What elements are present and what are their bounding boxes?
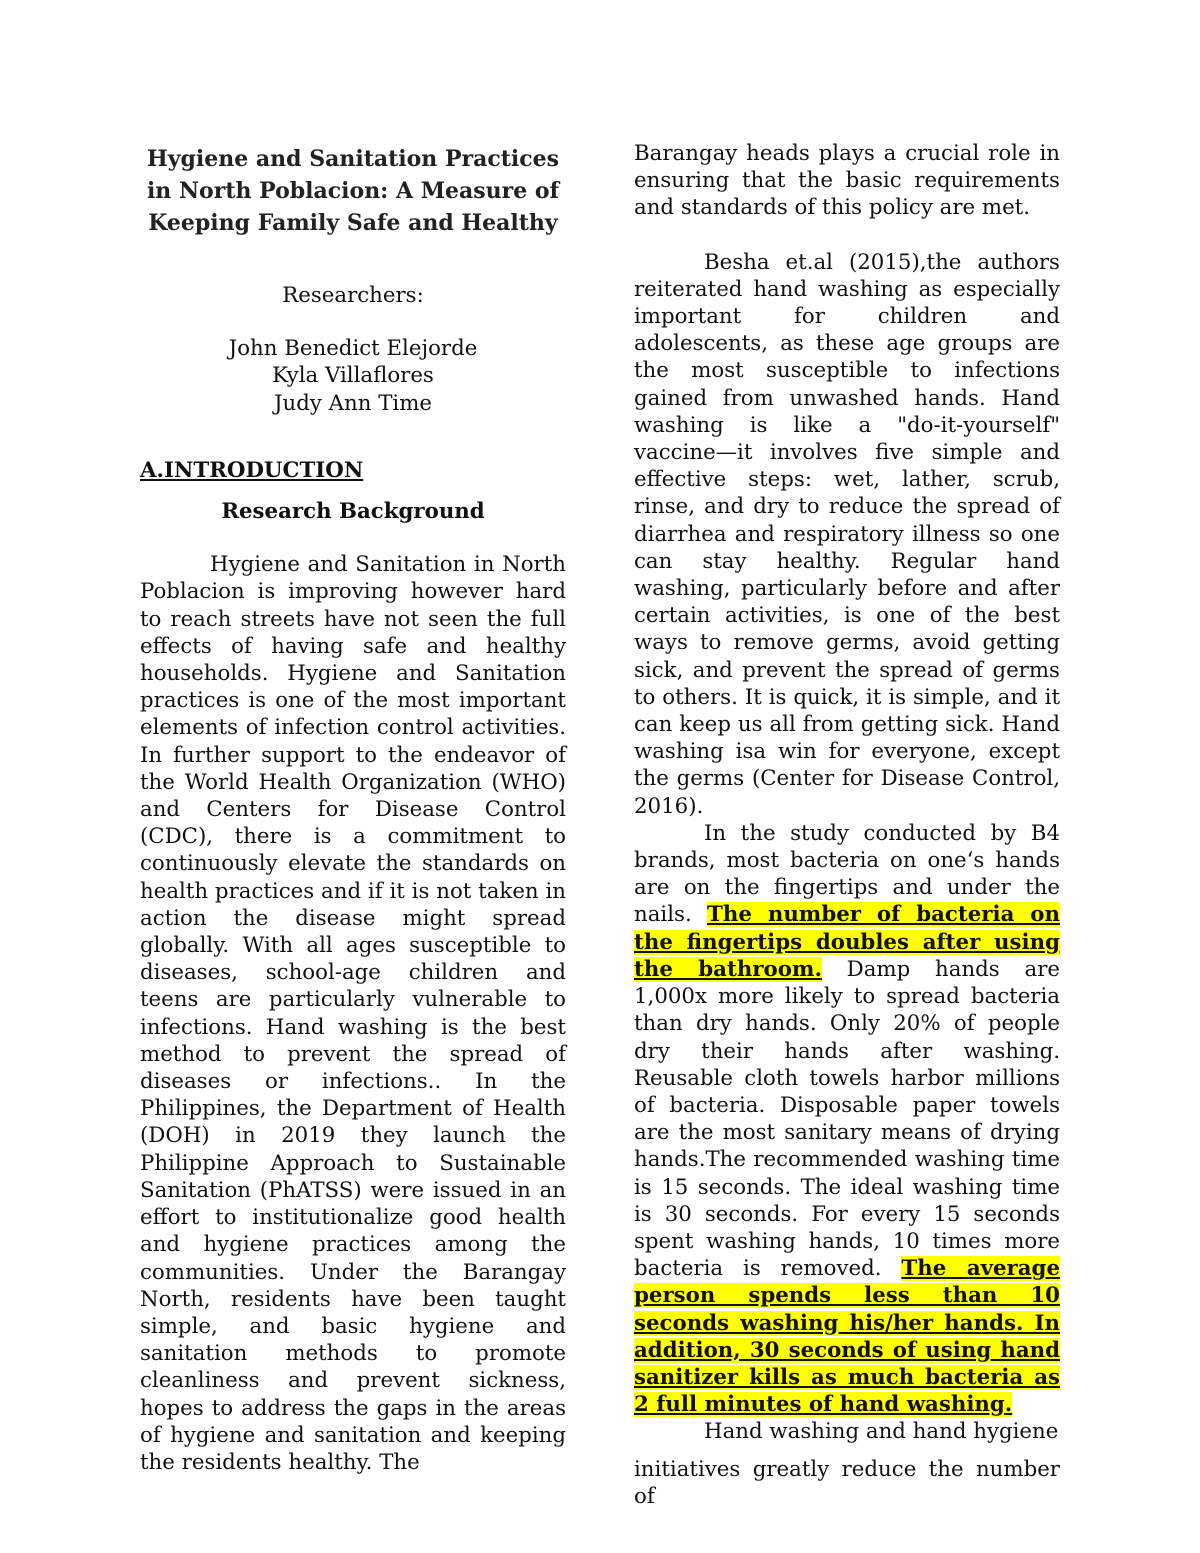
b4-text-part2: Damp hands are 1,000x more likely to spread bacteria than dry hands. Only 20% of people dry their hands after washing. Reusable cloth towels harbor millions of bacteria. Disposable paper towels are the most sanitary means of drying hands.The recommended washing time is 15 seconds. The ideal washing time is 30 seconds. For every 15 seconds spent washing hands, 10 times more bacteria is removed. <box>634 956 1060 1282</box>
author-list <box>140 335 566 417</box>
hand-hygiene-line1: Hand washing and hand hygiene <box>704 1419 1059 1445</box>
intro-paragraph: Hygiene and Sanitation in North Poblacion is improving however hard to reach streets have not seen the full effects of having safe and healthy households. Hygiene and Sanitation practices is one of the most important elements of infection control activities. In further support to the endeavor of the World Health Organization (WHO) and Centers for Disease Control (CDC), there is a commitment to continuously elevate the standards on health practices and if it is not taken in action the disease might spread globally. With all ages susceptible to diseases, school-age children and teens are particularly vulnerable to infections. Hand washing is the best method to prevent the spread of diseases or infections.. In the Philippines, the Department of Health (DOH) in 2019 they launch the Philippine Approach to Sustainable Sanitation (PhATSS) were issued in an effort to institutionalize good health and hygiene practices among the communities. Under the Barangay North, residents have been taught simple, and basic hygiene and sanitation methods to promote cleanliness and prevent sickness, hopes to address the gaps in the areas of hygiene and sanitation and keeping the residents healthy. The <box>140 552 566 1475</box>
left-column <box>140 140 566 1476</box>
hand-hygiene-line2: initiatives greatly reduce the number of <box>634 1456 1060 1509</box>
b4-paragraph <box>634 820 1060 1418</box>
continuation-paragraph: Barangay heads plays a crucial role in ensuring that the basic requirements and standards of this policy are met. <box>634 141 1060 221</box>
section-heading: A.INTRODUCTION <box>140 457 364 483</box>
right-column <box>634 140 1060 1510</box>
highlighted-statement: The number of bacteria on the fingertips doubles after using the bathroom. <box>634 902 1060 982</box>
paper-title: Hygiene and Sanitation Practices in North Poblacion: A Measure of Keeping Family Safe and Healthy <box>146 146 560 236</box>
sub-heading: Research Background <box>221 499 485 525</box>
author-name: Kyla Villaflores <box>272 363 434 389</box>
besha-paragraph: Besha et.al (2015),the authors reiterated hand washing as especially important for children and adolescents, as these age groups are the most susceptible to infections gained from unwashed hands. Hand washing is like a "do-it-yourself" vaccine—it involves five simple and effective steps: wet, lather, scrub, rinse, and dry to reduce the spread of diarrhea and respiratory illness so one can stay healthy. Regular hand washing, particularly before and after certain activities, is one of the best ways to remove germs, avoid getting sick, and prevent the spread of germs to others. It is quick, it is simple, and it can keep us all from getting sick. Hand washing isa win for everyone, except the germs (Center for Disease Control, 2016). <box>634 249 1060 819</box>
author-name: John Benedict Elejorde <box>228 336 478 362</box>
author-name: Judy Ann Time <box>273 390 433 416</box>
highlighted-statement: The average person spends less than 10 seconds washing his/her hands. In addition, 30 seconds of using hand sanitizer kills as much bacteria as 2 full minutes of hand washing. <box>634 1256 1060 1418</box>
researchers-label: Researchers: <box>282 283 424 308</box>
b4-text-part1: In the study conducted by B4 brands, most bacteria on one‘s hands are on the fingertips and under the nails. <box>634 820 1060 928</box>
